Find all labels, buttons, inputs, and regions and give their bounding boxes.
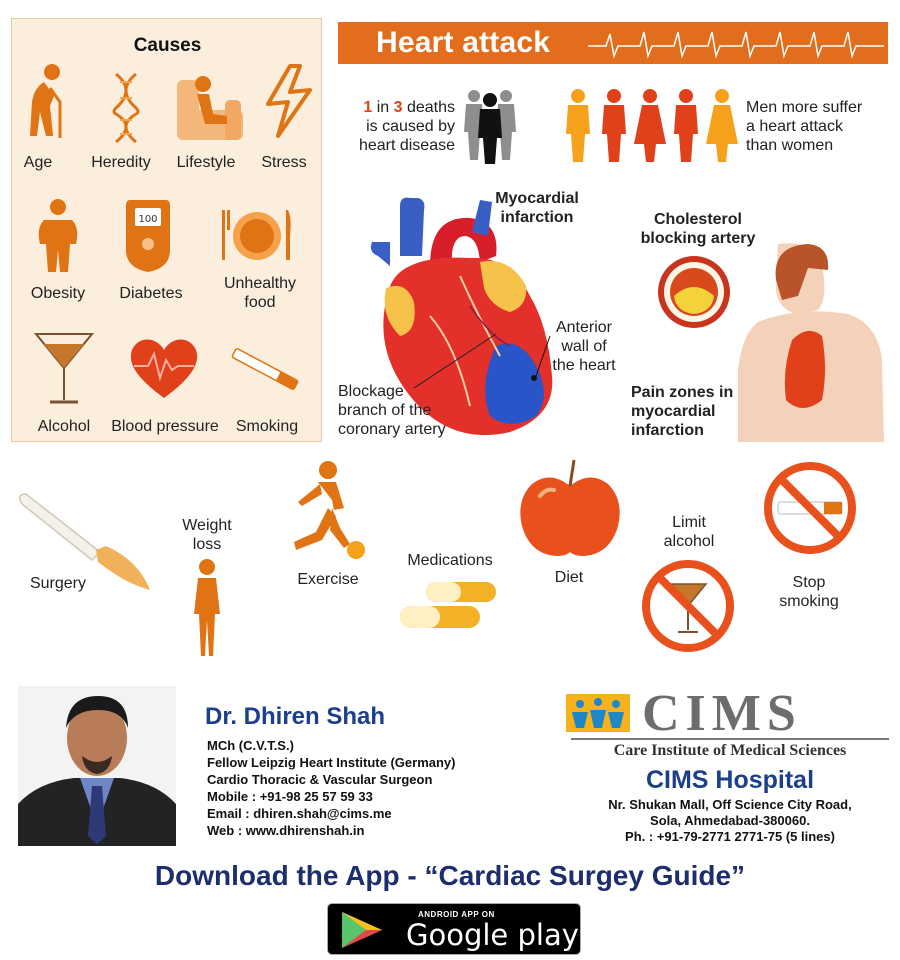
obese-person-icon [36, 198, 80, 274]
header-bar [338, 22, 888, 64]
cause-label-heredity: Heredity [91, 154, 151, 171]
torso-pain-zone-icon [738, 240, 884, 442]
download-app-text: Download the App - “Cardiac Surgey Guide” [154, 860, 746, 891]
soccer-player-icon [288, 458, 368, 562]
cause-label-stress: Stress [261, 154, 307, 171]
cholesterol-label: Cholesterol blocking artery [640, 211, 756, 247]
hospital-address: Nr. Shukan Mall, Off Science City Road, Sola, Ahmedabad-380060. Ph. : +91-79-2771 2771-75 (5 lines) [608, 797, 852, 844]
glucometer-icon [124, 198, 172, 274]
dna-icon [112, 72, 140, 144]
surgery-label: Surgery [29, 575, 87, 592]
diet-label: Diet [554, 569, 584, 586]
doctor-mobile[interactable]: Mobile : +91-98 25 57 59 33 [207, 789, 373, 804]
anterior-wall-label: Anterior wall of the heart [552, 319, 616, 374]
doctor-email[interactable]: Email : dhiren.shah@cims.me [207, 806, 392, 821]
weight-loss-label: Weight loss [182, 517, 232, 553]
cims-subtitle: Care Institute of Medical Sciences [571, 738, 889, 760]
causes-title: Causes [133, 35, 202, 56]
hospital-name: CIMS Hospital [645, 766, 815, 794]
plate-fork-knife-icon [220, 208, 294, 264]
doctor-details [207, 737, 455, 839]
apple-icon [516, 456, 624, 558]
cause-label-alcohol: Alcohol [37, 418, 91, 435]
elderly-person-icon [20, 62, 70, 140]
pain-zones-label: Pain zones in myocardial infarction [631, 384, 734, 439]
people-group-icon [462, 88, 518, 164]
doctor-web[interactable]: Web : www.dhirenshah.in [207, 823, 365, 838]
cause-label-lifestyle: Lifestyle [176, 154, 236, 171]
exercise-label: Exercise [297, 571, 359, 588]
doctor-specialty: Cardio Thoracic & Vascular Surgeon [207, 772, 433, 787]
blocked-artery-icon [656, 254, 732, 330]
svg-text:100: 100 [138, 214, 158, 225]
cause-label-blood-pressure: Blood pressure [111, 418, 219, 435]
doctor-photo [18, 686, 176, 846]
no-alcohol-icon [640, 558, 736, 654]
doctor-fellowship: Fellow Leipzig Heart Institute (Germany) [207, 755, 456, 770]
slim-person-icon [186, 558, 228, 658]
men-women-icon [562, 88, 740, 164]
play-badge-big-text: Google play [406, 918, 579, 952]
lightning-bolt-icon [262, 64, 314, 140]
armchair-person-icon [175, 70, 245, 148]
play-badge-small-text: ANDROID APP ON [418, 910, 495, 919]
doctor-name: Dr. Dhiren Shah [205, 703, 386, 730]
cause-label-smoking: Smoking [235, 418, 299, 435]
men-stat-text: Men more suffer a heart attack than women [746, 99, 863, 154]
cause-label-obesity: Obesity [30, 285, 86, 302]
play-store-icon [338, 910, 386, 950]
limit-alcohol-label: Limit alcohol [663, 514, 715, 550]
blockage-label: Blockage branch of the coronary artery [338, 383, 446, 438]
heart-pulse-icon [128, 336, 200, 400]
google-play-button[interactable] [327, 903, 581, 955]
deaths-stat-text: 1 in 3 deaths is caused by heart disease [358, 99, 455, 154]
cigarette-icon [228, 344, 302, 394]
cause-label-unhealthy-food: Unhealthy food [223, 275, 297, 311]
cause-label-diabetes: Diabetes [119, 285, 183, 302]
heartbeat-line-icon [588, 26, 884, 60]
mi-label: Myocardial infarction [495, 190, 579, 226]
medications-label: Medications [407, 552, 493, 569]
cims-logo-text: CIMS [642, 685, 802, 742]
no-smoking-icon [762, 460, 858, 556]
doctor-degree: MCh (C.V.T.S.) [207, 738, 294, 753]
pills-icon [398, 580, 498, 632]
stop-smoking-label: Stop smoking [779, 574, 839, 610]
page-title: Heart attack [376, 26, 551, 59]
cocktail-glass-icon [34, 330, 94, 406]
cause-label-age: Age [23, 154, 53, 171]
cims-logo-icon [566, 694, 630, 732]
blockage-pointer-line [410, 330, 500, 390]
